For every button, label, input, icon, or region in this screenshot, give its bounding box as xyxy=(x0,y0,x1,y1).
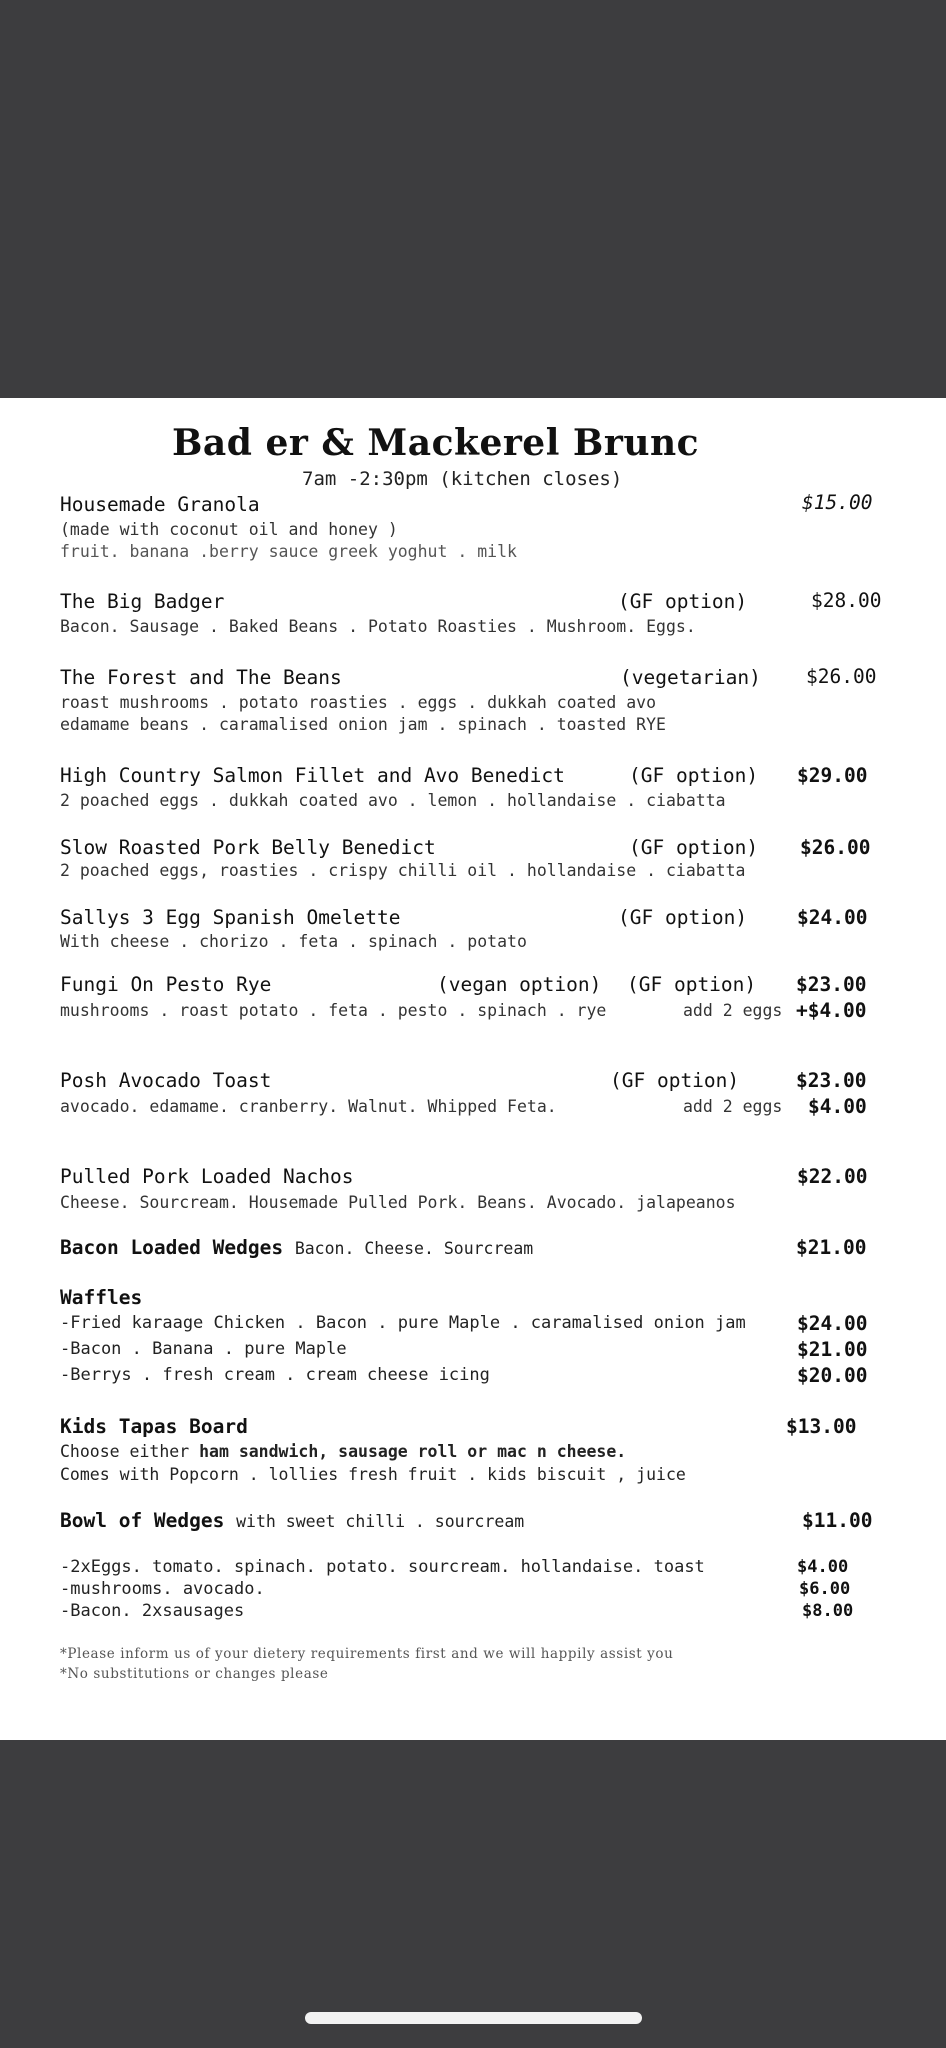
item-price-loaded-wedges: $21.00 xyxy=(796,1236,867,1259)
menu-page xyxy=(0,398,946,1740)
item-tag-forest: (vegetarian) xyxy=(620,666,761,689)
item-addon-price-fungi: +$4.00 xyxy=(796,999,867,1022)
extra-desc: -Bacon. 2xsausages xyxy=(60,1601,245,1621)
waffle-option-desc: -Berrys . fresh cream . cream cheese icing xyxy=(60,1365,490,1385)
item-desc-omelette: With cheese . chorizo . feta . spinach . potato xyxy=(60,932,527,951)
item-name-pork-belly: Slow Roasted Pork Belly Benedict xyxy=(60,836,436,859)
menu-title: Bad er & Mackerel Brunc xyxy=(172,422,700,464)
item-tag-fungi-vegan: (vegan option) xyxy=(437,973,602,996)
item-desc-forest-1: roast mushrooms . potato roasties . eggs . dukkah coated avo xyxy=(60,693,657,712)
opening-hours: 7am -2:30pm (kitchen closes) xyxy=(302,468,623,490)
item-desc-kids-1 xyxy=(60,1442,626,1461)
item-name-avocado: Posh Avocado Toast xyxy=(60,1069,272,1092)
waffle-option-price: $21.00 xyxy=(797,1338,868,1361)
item-desc-nachos: Cheese. Sourcream. Housemade Pulled Pork. Beans. Avocado. jalapeanos xyxy=(60,1193,736,1212)
extra-price: $8.00 xyxy=(802,1601,854,1621)
item-desc-kids-2: Comes with Popcorn . lollies fresh fruit . kids biscuit , juice xyxy=(60,1465,686,1484)
item-desc-loaded-wedges: Bacon. Cheese. Sourcream xyxy=(294,1239,534,1258)
waffle-option-desc: -Fried karaage Chicken . Bacon . pure Maple . caramalised onion jam xyxy=(60,1313,746,1333)
item-desc-avocado: avocado. edamame. cranberry. Walnut. Whipped Feta. xyxy=(60,1097,557,1116)
item-price-big-badger: $28.00 xyxy=(811,589,882,612)
item-desc-forest-2: edamame beans . caramalised onion jam . spinach . toasted RYE xyxy=(60,715,666,734)
item-desc-granola-1: (made with coconut oil and honey ) xyxy=(60,520,398,539)
item-tag-avocado: (GF option) xyxy=(610,1069,740,1092)
item-price-granola: $15.00 xyxy=(802,491,873,514)
item-tag-big-badger: (GF option) xyxy=(618,590,748,613)
item-name-fungi: Fungi On Pesto Rye xyxy=(60,973,272,996)
item-desc-big-badger: Bacon. Sausage . Baked Beans . Potato Roasties . Mushroom. Eggs. xyxy=(60,617,696,636)
extra-price: $4.00 xyxy=(797,1557,849,1577)
kids-choice-options: ham sandwich, sausage roll or mac n cheese. xyxy=(199,1442,627,1461)
item-name-omelette: Sallys 3 Egg Spanish Omelettе xyxy=(60,906,401,929)
item-name-waffles: Waffles xyxy=(60,1286,143,1309)
extra-price: $6.00 xyxy=(799,1579,851,1599)
item-tag-omelette: (GF option) xyxy=(618,906,748,929)
item-price-forest: $26.00 xyxy=(806,665,877,688)
note-substitutions: *No substitutions or changes please xyxy=(60,1666,329,1682)
item-name-bowl-wedges: Bowl of Wedges xyxy=(60,1509,225,1532)
item-price-bowl-wedges: $11.00 xyxy=(802,1509,873,1532)
item-price-pork-belly: $26.00 xyxy=(800,836,871,859)
item-tag-salmon: (GF option) xyxy=(629,764,759,787)
item-price-salmon: $29.00 xyxy=(797,764,868,787)
item-name-granola: Housemade Granola xyxy=(60,493,260,516)
item-addon-avocado: add 2 eggs xyxy=(683,1097,783,1116)
item-addon-price-avocado: $4.00 xyxy=(808,1095,867,1118)
item-price-avocado: $23.00 xyxy=(796,1069,867,1092)
extra-desc: -2xEggs. tomato. spinach. potato. sourcream. hollandaise. toast xyxy=(60,1557,705,1577)
item-price-kids: $13.00 xyxy=(786,1415,857,1438)
kids-choose-label: Choose either xyxy=(60,1442,190,1461)
waffle-option-desc: -Bacon . Banana . pure Maple xyxy=(60,1339,347,1359)
item-name-forest: The Forest and The Beans xyxy=(60,666,342,689)
item-desc-granola-2: fruit. banana .berry sauce greek yoghut . milk xyxy=(60,542,517,561)
extra-desc: -mushrooms. avocado. xyxy=(60,1579,265,1599)
waffle-option-price: $20.00 xyxy=(797,1364,868,1387)
item-name-kids: Kids Tapas Board xyxy=(60,1415,248,1438)
item-row-loaded-wedges xyxy=(60,1236,533,1259)
item-desc-salmon: 2 poached eggs . dukkah coated avo . lemon . hollandaise . ciabatta xyxy=(60,791,726,810)
item-row-bowl-wedges xyxy=(60,1509,524,1532)
item-name-nachos: Pulled Pork Loaded Nachos xyxy=(60,1165,354,1188)
item-name-salmon: High Country Salmon Fillet and Avo Benedict xyxy=(60,764,565,787)
waffle-option-price: $24.00 xyxy=(797,1312,868,1335)
home-indicator-bar[interactable] xyxy=(305,2012,642,2024)
item-tag-pork-belly: (GF option) xyxy=(629,836,759,859)
item-price-fungi: $23.00 xyxy=(796,973,867,996)
item-tag-fungi-gf: (GF option) xyxy=(627,973,757,996)
item-price-omelette: $24.00 xyxy=(797,906,868,929)
item-name-big-badger: The Big Badger xyxy=(60,590,225,613)
item-desc-bowl-wedges: with sweet chilli . sourcream xyxy=(236,1512,525,1531)
item-addon-fungi: add 2 eggs xyxy=(683,1001,783,1020)
item-desc-pork-belly: 2 poached eggs, roasties . crispy chilli oil . hollandaise . ciabatta xyxy=(60,861,746,880)
item-price-nachos: $22.00 xyxy=(797,1165,868,1188)
item-desc-fungi: mushrooms . roast potato . feta . pesto . spinach . rye xyxy=(60,1001,607,1020)
note-dietary: *Please inform us of your dietery requirements first and we will happily assist you xyxy=(60,1646,674,1662)
item-name-loaded-wedges: Bacon Loaded Wedges xyxy=(60,1236,284,1259)
